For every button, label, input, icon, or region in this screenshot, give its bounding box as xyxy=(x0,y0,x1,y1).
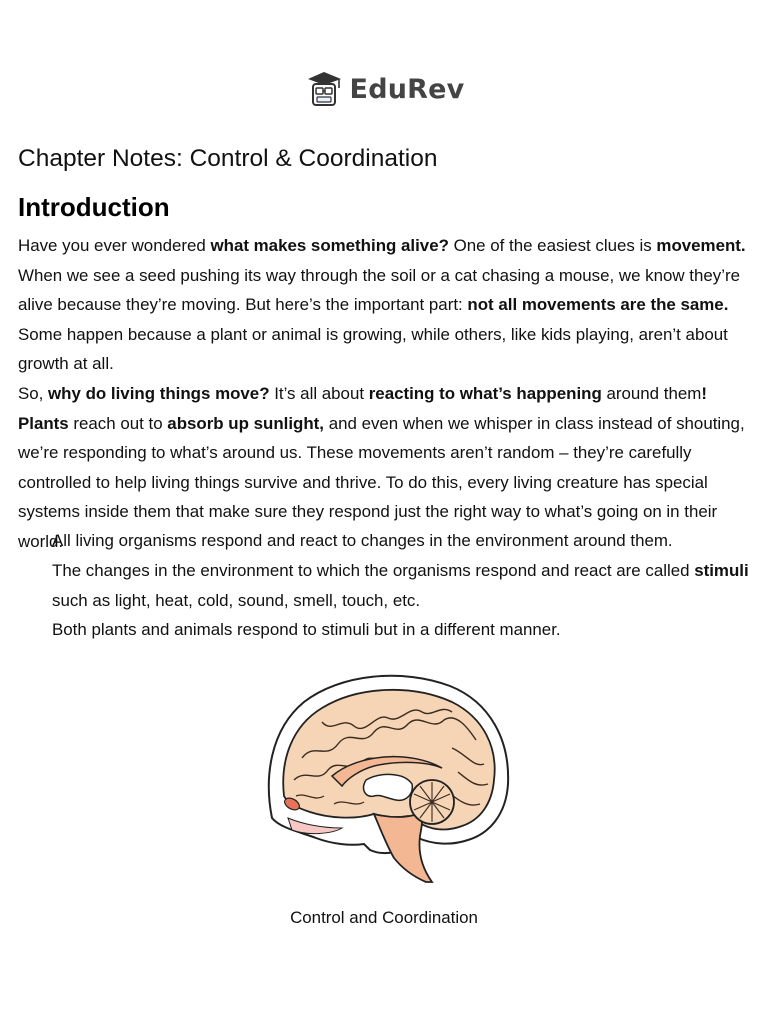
brand-name: EduRev xyxy=(349,73,465,105)
text-run: It’s all about xyxy=(269,384,369,403)
text-run: One of the easiest clues is xyxy=(448,236,657,255)
text-run: So, xyxy=(18,384,49,403)
text-run: The changes in the environment to which the organisms respond and react are called xyxy=(52,561,695,580)
text-run: such as light, heat, cold, sound, smell, touch, etc. xyxy=(52,590,421,610)
intro-paragraph-1 xyxy=(18,231,753,379)
text-run: When we see a seed pushing its way through the soil or a cat chasing a mouse, we know they’re alive because they’re moving. But here’s the important part: xyxy=(18,265,741,314)
bold-text: reacting to what’s happening xyxy=(368,384,602,403)
text-run: Some happen because a plant or animal is growing, while others, like kids playing, aren’t about growth at all. xyxy=(18,324,728,373)
bold-text: stimuli xyxy=(694,561,749,580)
bold-text: not all movements are the same. xyxy=(467,295,729,314)
text-run: and even when we whisper in class instead of shouting, we’re responding to what’s around us. These movements aren’t random – they’re carefully controlled to help living things survive and thrive. To do this, every living creature has special systems inside them that make sure they respond just the right way to what’s going on in their world. xyxy=(18,413,745,551)
figure-caption: Control and Coordination xyxy=(290,908,478,927)
graduation-cap-icon xyxy=(304,70,344,108)
list-item xyxy=(52,556,752,615)
document-title: Chapter Notes: Control & Coordination xyxy=(18,145,438,172)
bold-text: ! Plants xyxy=(18,384,707,433)
edurev-logo[interactable] xyxy=(0,70,768,108)
bold-text: what makes something alive? xyxy=(210,236,449,255)
bold-text: movement. xyxy=(656,236,746,255)
text-run: Have you ever wondered xyxy=(18,236,211,255)
list-item: Both plants and animals respond to stimuli but in a different manner. xyxy=(52,620,561,639)
text-run: reach out to xyxy=(68,413,168,433)
bold-text: why do living things move? xyxy=(48,384,270,403)
brain-illustration xyxy=(262,668,512,886)
bold-text: absorb up sunlight, xyxy=(167,413,324,433)
text-run: around them xyxy=(601,384,702,403)
section-heading: Introduction xyxy=(18,192,170,222)
list-item: All living organisms respond and react to changes in the environment around them. xyxy=(52,531,673,550)
